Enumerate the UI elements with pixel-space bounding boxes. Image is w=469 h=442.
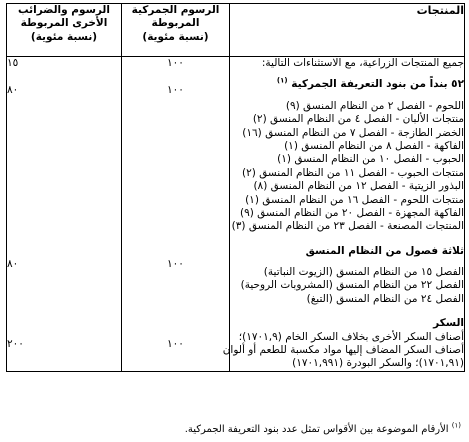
section1-title: ٥٢ بنداً من بنود التعريفة الجمركية $^{(١)}$ — [276, 76, 464, 91]
intro-other-value: ١٥ — [7, 57, 19, 69]
section2-item: الفصل ١٥ من النظام المنسق (الزيوت النباتية) — [263, 266, 464, 279]
section1-item: منتجات اللحوم - الفصل ١٦ من النظام المنسق (١) — [245, 193, 464, 206]
section3-customs-value: ١٠٠ — [167, 338, 184, 351]
section3-line: أصناف السكر الأخرى بخلاف السكر الخام (١٧٠١,٩)؛ — [238, 330, 464, 343]
header-row — [7, 4, 465, 57]
section1-item: الخضر الطازجة - الفصل ٧ من النظام المنسق (١٦) — [242, 126, 464, 139]
footnote-marker: (١) — [451, 421, 461, 430]
header-customs-line: الرسوم الجمركية — [131, 4, 220, 16]
section1-item: اللحوم - الفصل ٢ من النظام المنسق (٩) — [285, 99, 464, 112]
header-other-line: الأخرى المربوطة — [20, 17, 108, 30]
customs-values-cell — [122, 57, 230, 372]
section2-title: ثلاثة فصول من النظام المنسق — [305, 244, 464, 257]
footnote — [185, 423, 461, 436]
section1-item: منتجات الألبان - الفصل ٤ من النظام المنسق (٢) — [252, 113, 464, 126]
header-other-line: (نسبة مئوية) — [30, 30, 98, 43]
section1-item: الحبوب - الفصل ١٠ من النظام المنسق (١) — [277, 153, 464, 166]
header-products: المنتجات — [230, 4, 465, 57]
tariff-table — [6, 3, 465, 372]
other-values-cell — [7, 57, 122, 372]
header-customs-duties — [122, 4, 230, 57]
section1-item: المنتجات المصنعة - الفصل ٢٣ من النظام المنسق (٣) — [231, 220, 464, 233]
header-other-duties — [7, 4, 122, 57]
header-customs-line: (نسبة مئوية) — [142, 30, 209, 43]
footnote-text: الأرقام الموضوعة بين الأقواس تمثل عدد بنود التعريفة الجمركية. — [184, 424, 449, 435]
header-customs-line: المربوطة — [151, 17, 200, 30]
section2-item: الفصل ٢٤ من النظام المنسق (التبغ) — [306, 292, 464, 305]
products-cell — [222, 57, 465, 372]
section2-customs-value: ١٠٠ — [167, 257, 184, 270]
section1-item: البذور الزيتية - الفصل ١٢ من النظام المنسق (٨) — [253, 180, 464, 193]
section2-other-value: ٨٠ — [7, 257, 19, 270]
section1-item: الفاكهة المجهزة - الفصل ٢٠ من النظام المنسق (٩) — [239, 206, 464, 219]
section3-line: أصناف السكر المضاف إليها مواد مكسبة للطعم أو ألوان — [222, 344, 464, 357]
section1-other-value: ٨٠ — [7, 83, 19, 96]
section1-item: الفاكهة - الفصل ٨ من النظام المنسق (١) — [284, 139, 464, 152]
intro-customs-value: ١٠٠ — [167, 57, 184, 69]
header-other-line: الرسوم والضرائب — [18, 4, 110, 16]
section3-line: (١٧٠١,٩١)؛ والسكر البودرة (١٧٠١,٩٩١) — [292, 357, 464, 370]
intro-text: جميع المنتجات الزراعية، مع الاستثناءات التالية: — [261, 57, 464, 69]
section1-item: منتجات الحبوب - الفصل ١١ من النظام المنسق (٢) — [241, 166, 464, 179]
section2-item: الفصل ٢٢ من النظام المنسق (المشروبات الروحية) — [240, 279, 464, 292]
body-row — [7, 57, 465, 372]
section3-other-value: ٢٠٠ — [7, 338, 24, 351]
footnote-ref: (١) — [276, 76, 288, 85]
section3-title: السكر — [433, 317, 464, 330]
section1-customs-value: ١٠٠ — [167, 83, 184, 96]
